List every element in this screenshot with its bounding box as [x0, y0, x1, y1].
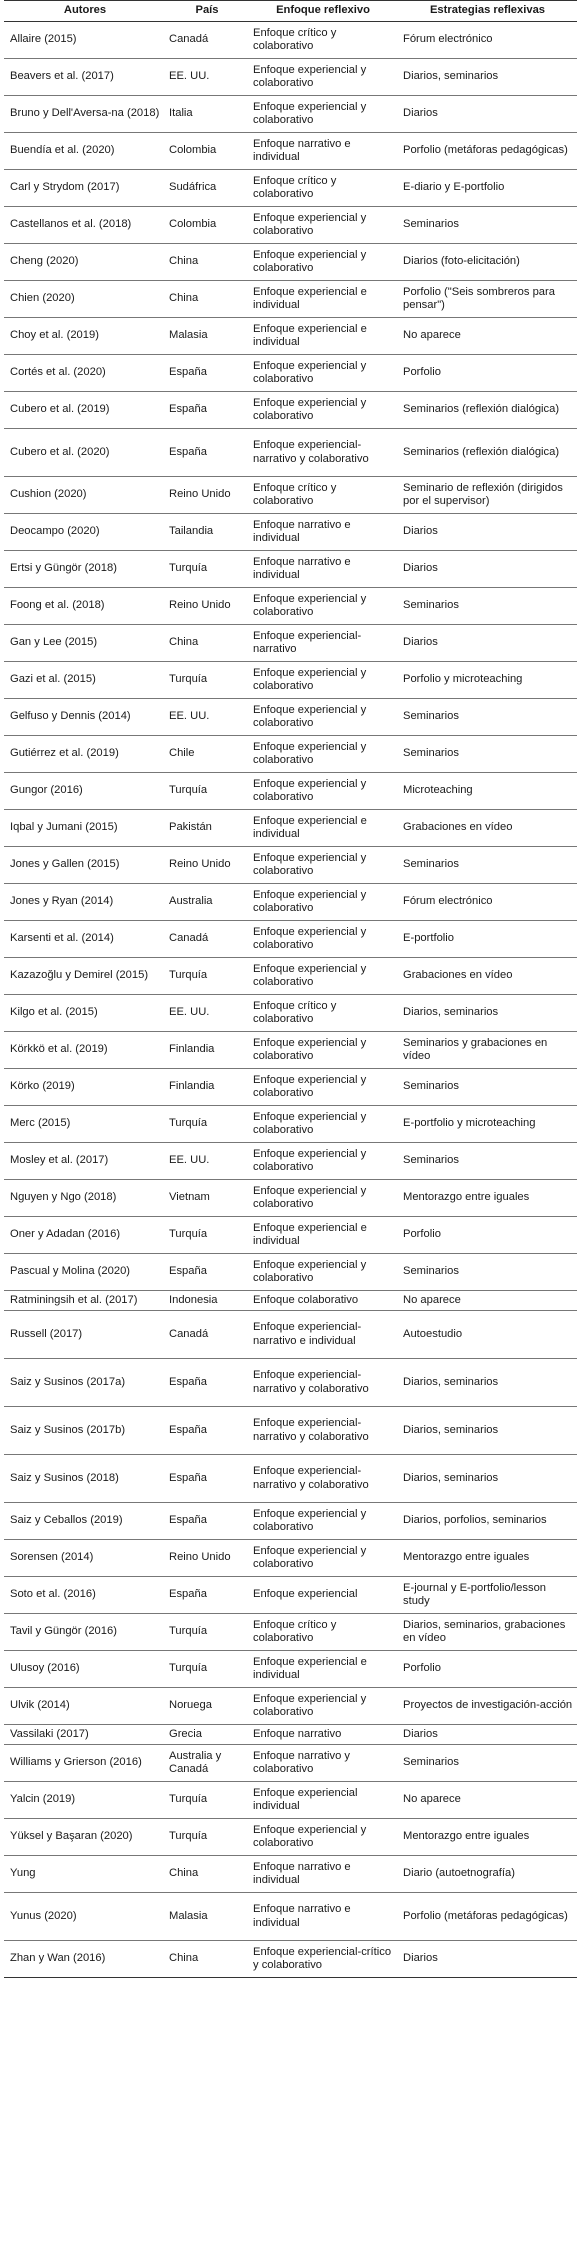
table-row [4, 884, 577, 921]
strategy-cell: Mentorazgo entre iguales [398, 1819, 577, 1856]
table-row [4, 1143, 577, 1180]
author-cell: Karsenti et al. (2014) [4, 921, 166, 958]
strategy-cell: Seminarios (reflexión dialógica) [398, 392, 577, 429]
country-cell: Turquía [166, 1651, 248, 1688]
strategy-cell: Seminarios [398, 588, 577, 625]
strategy-cell: Diarios (foto-elicitación) [398, 244, 577, 281]
author-cell: Zhan y Wan (2016) [4, 1941, 166, 1978]
table-row [4, 1106, 577, 1143]
approach-cell: Enfoque experiencial y colaborativo [248, 1032, 398, 1069]
approach-cell: Enfoque experiencial y colaborativo [248, 958, 398, 995]
strategy-cell: Diarios [398, 551, 577, 588]
table-row [4, 22, 577, 59]
approach-cell: Enfoque experiencial y colaborativo [248, 736, 398, 773]
strategy-cell: Diarios [398, 1725, 577, 1745]
author-cell: Williams y Grierson (2016) [4, 1745, 166, 1782]
strategy-cell: Porfolio (metáforas pedagógicas) [398, 1893, 577, 1941]
strategy-cell: Porfolio y microteaching [398, 662, 577, 699]
country-cell: EE. UU. [166, 1143, 248, 1180]
country-cell: China [166, 244, 248, 281]
table-row [4, 995, 577, 1032]
approach-cell: Enfoque experiencial y colaborativo [248, 392, 398, 429]
table-row [4, 699, 577, 736]
strategy-cell: Mentorazgo entre iguales [398, 1540, 577, 1577]
strategy-cell: Diario (autoetnografía) [398, 1856, 577, 1893]
strategy-cell: Seminarios [398, 1254, 577, 1291]
table-row [4, 1455, 577, 1503]
country-cell: Turquía [166, 1217, 248, 1254]
strategy-cell: Diarios, seminarios [398, 59, 577, 96]
strategy-cell: Porfolio [398, 1651, 577, 1688]
country-cell: Turquía [166, 1819, 248, 1856]
strategy-cell: Diarios, porfolios, seminarios [398, 1503, 577, 1540]
strategy-cell: Grabaciones en vídeo [398, 810, 577, 847]
country-cell: EE. UU. [166, 995, 248, 1032]
country-cell: China [166, 1856, 248, 1893]
country-cell: Finlandia [166, 1069, 248, 1106]
country-cell: Turquía [166, 662, 248, 699]
country-cell: Turquía [166, 773, 248, 810]
approach-cell: Enfoque narrativo y colaborativo [248, 1745, 398, 1782]
strategy-cell: Microteaching [398, 773, 577, 810]
author-cell: Oner y Adadan (2016) [4, 1217, 166, 1254]
table-row [4, 662, 577, 699]
strategy-cell: Seminarios [398, 1745, 577, 1782]
author-cell: Sorensen (2014) [4, 1540, 166, 1577]
strategy-cell: No aparece [398, 1782, 577, 1819]
table-row [4, 921, 577, 958]
approach-cell: Enfoque experiencial individual [248, 1782, 398, 1819]
table-row [4, 281, 577, 318]
country-cell: Finlandia [166, 1032, 248, 1069]
approach-cell: Enfoque crítico y colaborativo [248, 477, 398, 514]
country-cell: España [166, 1577, 248, 1614]
country-cell: Grecia [166, 1725, 248, 1745]
approach-cell: Enfoque crítico y colaborativo [248, 995, 398, 1032]
approach-cell: Enfoque experiencial [248, 1577, 398, 1614]
country-cell: Turquía [166, 1782, 248, 1819]
strategy-cell: Diarios [398, 514, 577, 551]
country-cell: Reino Unido [166, 1540, 248, 1577]
approach-cell: Enfoque experiencial-narrativo y colaborativo [248, 1407, 398, 1455]
country-cell: Turquía [166, 958, 248, 995]
author-cell: Saiz y Susinos (2017b) [4, 1407, 166, 1455]
approach-cell: Enfoque experiencial e individual [248, 318, 398, 355]
approach-cell: Enfoque crítico y colaborativo [248, 1614, 398, 1651]
table-row [4, 170, 577, 207]
author-cell: Gazi et al. (2015) [4, 662, 166, 699]
table-row [4, 1651, 577, 1688]
author-cell: Bruno y Dell'Aversa-na (2018) [4, 96, 166, 133]
country-cell: Australia y Canadá [166, 1745, 248, 1782]
author-cell: Tavil y Güngör (2016) [4, 1614, 166, 1651]
table-row [4, 207, 577, 244]
country-cell: España [166, 1455, 248, 1503]
table-row [4, 1407, 577, 1455]
strategy-cell: Seminarios y grabaciones en vídeo [398, 1032, 577, 1069]
table-row [4, 1614, 577, 1651]
author-cell: Cubero et al. (2020) [4, 429, 166, 477]
strategy-cell: Diarios [398, 1941, 577, 1978]
author-cell: Iqbal y Jumani (2015) [4, 810, 166, 847]
author-cell: Pascual y Molina (2020) [4, 1254, 166, 1291]
author-cell: Körkkö et al. (2019) [4, 1032, 166, 1069]
approach-cell: Enfoque experiencial y colaborativo [248, 884, 398, 921]
strategy-cell: Porfolio ("Seis sombreros para pensar") [398, 281, 577, 318]
strategy-cell: Mentorazgo entre iguales [398, 1180, 577, 1217]
table-row [4, 1069, 577, 1106]
country-cell: Reino Unido [166, 588, 248, 625]
author-cell: Nguyen y Ngo (2018) [4, 1180, 166, 1217]
table-row [4, 1359, 577, 1407]
table-row [4, 1745, 577, 1782]
strategy-cell: E-journal y E-portfolio/lesson study [398, 1577, 577, 1614]
author-cell: Ertsi y Güngör (2018) [4, 551, 166, 588]
studies-table [4, 0, 577, 1978]
author-cell: Soto et al. (2016) [4, 1577, 166, 1614]
approach-cell: Enfoque colaborativo [248, 1291, 398, 1311]
table-row [4, 1856, 577, 1893]
country-cell: España [166, 1407, 248, 1455]
approach-cell: Enfoque experiencial y colaborativo [248, 699, 398, 736]
header-country: País [166, 1, 248, 22]
author-cell: Allaire (2015) [4, 22, 166, 59]
strategy-cell: Seminarios [398, 1143, 577, 1180]
country-cell: Tailandia [166, 514, 248, 551]
strategy-cell: Porfolio (metáforas pedagógicas) [398, 133, 577, 170]
approach-cell: Enfoque experiencial y colaborativo [248, 59, 398, 96]
approach-cell: Enfoque narrativo e individual [248, 1856, 398, 1893]
table-row [4, 1782, 577, 1819]
strategy-cell: Diarios [398, 96, 577, 133]
author-cell: Beavers et al. (2017) [4, 59, 166, 96]
header-row [4, 1, 577, 22]
strategy-cell: E-portfolio [398, 921, 577, 958]
author-cell: Gungor (2016) [4, 773, 166, 810]
author-cell: Yung [4, 1856, 166, 1893]
country-cell: Italia [166, 96, 248, 133]
approach-cell: Enfoque experiencial y colaborativo [248, 1143, 398, 1180]
strategy-cell: Seminarios [398, 699, 577, 736]
approach-cell: Enfoque experiencial- narrativo [248, 625, 398, 662]
table-row [4, 1503, 577, 1540]
table-row [4, 1311, 577, 1359]
strategy-cell: Diarios, seminarios, grabaciones en vídeo [398, 1614, 577, 1651]
approach-cell: Enfoque experiencial y colaborativo [248, 1180, 398, 1217]
approach-cell: Enfoque experiencial-narrativo y colaborativo [248, 429, 398, 477]
table-row [4, 847, 577, 884]
author-cell: Castellanos et al. (2018) [4, 207, 166, 244]
country-cell: Turquía [166, 551, 248, 588]
author-cell: Gan y Lee (2015) [4, 625, 166, 662]
approach-cell: Enfoque experiencial y colaborativo [248, 1106, 398, 1143]
approach-cell: Enfoque experiencial e individual [248, 1217, 398, 1254]
strategy-cell: Fórum electrónico [398, 884, 577, 921]
table-header [4, 1, 577, 22]
strategy-cell: Seminario de reflexión (dirigidos por el supervisor) [398, 477, 577, 514]
country-cell: Reino Unido [166, 847, 248, 884]
author-cell: Ulusoy (2016) [4, 1651, 166, 1688]
strategy-cell: Porfolio [398, 355, 577, 392]
table-body [4, 22, 577, 1978]
table-row [4, 1941, 577, 1978]
table-row [4, 1254, 577, 1291]
table-row [4, 1577, 577, 1614]
header-authors: Autores [4, 1, 166, 22]
author-cell: Deocampo (2020) [4, 514, 166, 551]
approach-cell: Enfoque experiencial y colaborativo [248, 1688, 398, 1725]
country-cell: Colombia [166, 207, 248, 244]
country-cell: Canadá [166, 22, 248, 59]
strategy-cell: Diarios, seminarios [398, 1407, 577, 1455]
author-cell: Chien (2020) [4, 281, 166, 318]
author-cell: Yalcin (2019) [4, 1782, 166, 1819]
approach-cell: Enfoque experiencial y colaborativo [248, 207, 398, 244]
author-cell: Russell (2017) [4, 1311, 166, 1359]
country-cell: EE. UU. [166, 699, 248, 736]
country-cell: China [166, 281, 248, 318]
author-cell: Mosley et al. (2017) [4, 1143, 166, 1180]
author-cell: Saiz y Susinos (2017a) [4, 1359, 166, 1407]
strategy-cell: Autoestudio [398, 1311, 577, 1359]
table-row [4, 1032, 577, 1069]
author-cell: Saiz y Susinos (2018) [4, 1455, 166, 1503]
strategy-cell: No aparece [398, 318, 577, 355]
table-row [4, 429, 577, 477]
author-cell: Saiz y Ceballos (2019) [4, 1503, 166, 1540]
author-cell: Kazazoğlu y Demirel (2015) [4, 958, 166, 995]
author-cell: Jones y Ryan (2014) [4, 884, 166, 921]
country-cell: Malasia [166, 1893, 248, 1941]
table-row [4, 1725, 577, 1745]
table-row [4, 477, 577, 514]
country-cell: Indonesia [166, 1291, 248, 1311]
strategy-cell: E-portfolio y microteaching [398, 1106, 577, 1143]
author-cell: Foong et al. (2018) [4, 588, 166, 625]
table-row [4, 1819, 577, 1856]
author-cell: Cushion (2020) [4, 477, 166, 514]
approach-cell: Enfoque experiencial e individual [248, 810, 398, 847]
author-cell: Gelfuso y Dennis (2014) [4, 699, 166, 736]
table-row [4, 133, 577, 170]
table-row [4, 96, 577, 133]
author-cell: Yüksel y Başaran (2020) [4, 1819, 166, 1856]
header-strategies: Estrategias reflexivas [398, 1, 577, 22]
author-cell: Ulvik (2014) [4, 1688, 166, 1725]
table-row [4, 514, 577, 551]
country-cell: Canadá [166, 921, 248, 958]
approach-cell: Enfoque experiencial y colaborativo [248, 847, 398, 884]
approach-cell: Enfoque experiencial y colaborativo [248, 96, 398, 133]
approach-cell: Enfoque experiencial-narrativo y colaborativo [248, 1455, 398, 1503]
approach-cell: Enfoque experiencial y colaborativo [248, 1069, 398, 1106]
approach-cell: Enfoque experiencial e individual [248, 281, 398, 318]
strategy-cell: Diarios, seminarios [398, 995, 577, 1032]
country-cell: China [166, 1941, 248, 1978]
table-row [4, 1893, 577, 1941]
table-row [4, 244, 577, 281]
country-cell: Australia [166, 884, 248, 921]
country-cell: España [166, 1359, 248, 1407]
approach-cell: Enfoque experiencial-crítico y colaborativo [248, 1941, 398, 1978]
approach-cell: Enfoque narrativo e individual [248, 514, 398, 551]
table-row [4, 59, 577, 96]
country-cell: EE. UU. [166, 59, 248, 96]
strategy-cell: Porfolio [398, 1217, 577, 1254]
table-row [4, 773, 577, 810]
country-cell: Turquía [166, 1614, 248, 1651]
strategy-cell: Diarios, seminarios [398, 1455, 577, 1503]
approach-cell: Enfoque experiencial y colaborativo [248, 244, 398, 281]
author-cell: Yunus (2020) [4, 1893, 166, 1941]
author-cell: Cubero et al. (2019) [4, 392, 166, 429]
country-cell: Colombia [166, 133, 248, 170]
strategy-cell: Diarios, seminarios [398, 1359, 577, 1407]
table-row [4, 551, 577, 588]
approach-cell: Enfoque experiencial y colaborativo [248, 1540, 398, 1577]
approach-cell: Enfoque narrativo e individual [248, 551, 398, 588]
country-cell: China [166, 625, 248, 662]
strategy-cell: Seminarios (reflexión dialógica) [398, 429, 577, 477]
author-cell: Buendía et al. (2020) [4, 133, 166, 170]
country-cell: Chile [166, 736, 248, 773]
strategy-cell: Seminarios [398, 1069, 577, 1106]
table-row [4, 810, 577, 847]
country-cell: España [166, 429, 248, 477]
country-cell: Vietnam [166, 1180, 248, 1217]
table-row [4, 1180, 577, 1217]
author-cell: Vassilaki (2017) [4, 1725, 166, 1745]
approach-cell: Enfoque experiencial y colaborativo [248, 1819, 398, 1856]
approach-cell: Enfoque experiencial-narrativo e individual [248, 1311, 398, 1359]
author-cell: Gutiérrez et al. (2019) [4, 736, 166, 773]
table-row [4, 1540, 577, 1577]
author-cell: Jones y Gallen (2015) [4, 847, 166, 884]
table-row [4, 1688, 577, 1725]
table-row [4, 625, 577, 662]
approach-cell: Enfoque experiencial y colaborativo [248, 1503, 398, 1540]
author-cell: Choy et al. (2019) [4, 318, 166, 355]
table-row [4, 1291, 577, 1311]
country-cell: Noruega [166, 1688, 248, 1725]
country-cell: Canadá [166, 1311, 248, 1359]
country-cell: España [166, 1503, 248, 1540]
strategy-cell: Fórum electrónico [398, 22, 577, 59]
country-cell: Malasia [166, 318, 248, 355]
country-cell: España [166, 392, 248, 429]
author-cell: Merc (2015) [4, 1106, 166, 1143]
strategy-cell: Grabaciones en vídeo [398, 958, 577, 995]
country-cell: España [166, 355, 248, 392]
country-cell: Reino Unido [166, 477, 248, 514]
table-row [4, 588, 577, 625]
approach-cell: Enfoque narrativo e individual [248, 1893, 398, 1941]
table-row [4, 736, 577, 773]
approach-cell: Enfoque experiencial e individual [248, 1651, 398, 1688]
approach-cell: Enfoque narrativo e individual [248, 133, 398, 170]
author-cell: Cortés et al. (2020) [4, 355, 166, 392]
approach-cell: Enfoque experiencial y colaborativo [248, 588, 398, 625]
country-cell: Turquía [166, 1106, 248, 1143]
header-approach: Enfoque reflexivo [248, 1, 398, 22]
table-row [4, 1217, 577, 1254]
strategy-cell: Seminarios [398, 847, 577, 884]
author-cell: Ratminingsih et al. (2017) [4, 1291, 166, 1311]
strategy-cell: Seminarios [398, 736, 577, 773]
author-cell: Cheng (2020) [4, 244, 166, 281]
strategy-cell: Seminarios [398, 207, 577, 244]
approach-cell: Enfoque experiencial y colaborativo [248, 662, 398, 699]
strategy-cell: Proyectos de investigación-acción [398, 1688, 577, 1725]
author-cell: Kilgo et al. (2015) [4, 995, 166, 1032]
author-cell: Körko (2019) [4, 1069, 166, 1106]
table-row [4, 392, 577, 429]
table-row [4, 318, 577, 355]
approach-cell: Enfoque crítico y colaborativo [248, 22, 398, 59]
strategy-cell: Diarios [398, 625, 577, 662]
country-cell: Pakistán [166, 810, 248, 847]
strategy-cell: No aparece [398, 1291, 577, 1311]
table-row [4, 355, 577, 392]
country-cell: España [166, 1254, 248, 1291]
approach-cell: Enfoque crítico y colaborativo [248, 170, 398, 207]
country-cell: Sudáfrica [166, 170, 248, 207]
approach-cell: Enfoque experiencial-narrativo y colaborativo [248, 1359, 398, 1407]
approach-cell: Enfoque experiencial y colaborativo [248, 355, 398, 392]
strategy-cell: E-diario y E-portfolio [398, 170, 577, 207]
approach-cell: Enfoque experiencial y colaborativo [248, 773, 398, 810]
approach-cell: Enfoque experiencial y colaborativo [248, 921, 398, 958]
author-cell: Carl y Strydom (2017) [4, 170, 166, 207]
approach-cell: Enfoque experiencial y colaborativo [248, 1254, 398, 1291]
approach-cell: Enfoque narrativo [248, 1725, 398, 1745]
table-row [4, 958, 577, 995]
